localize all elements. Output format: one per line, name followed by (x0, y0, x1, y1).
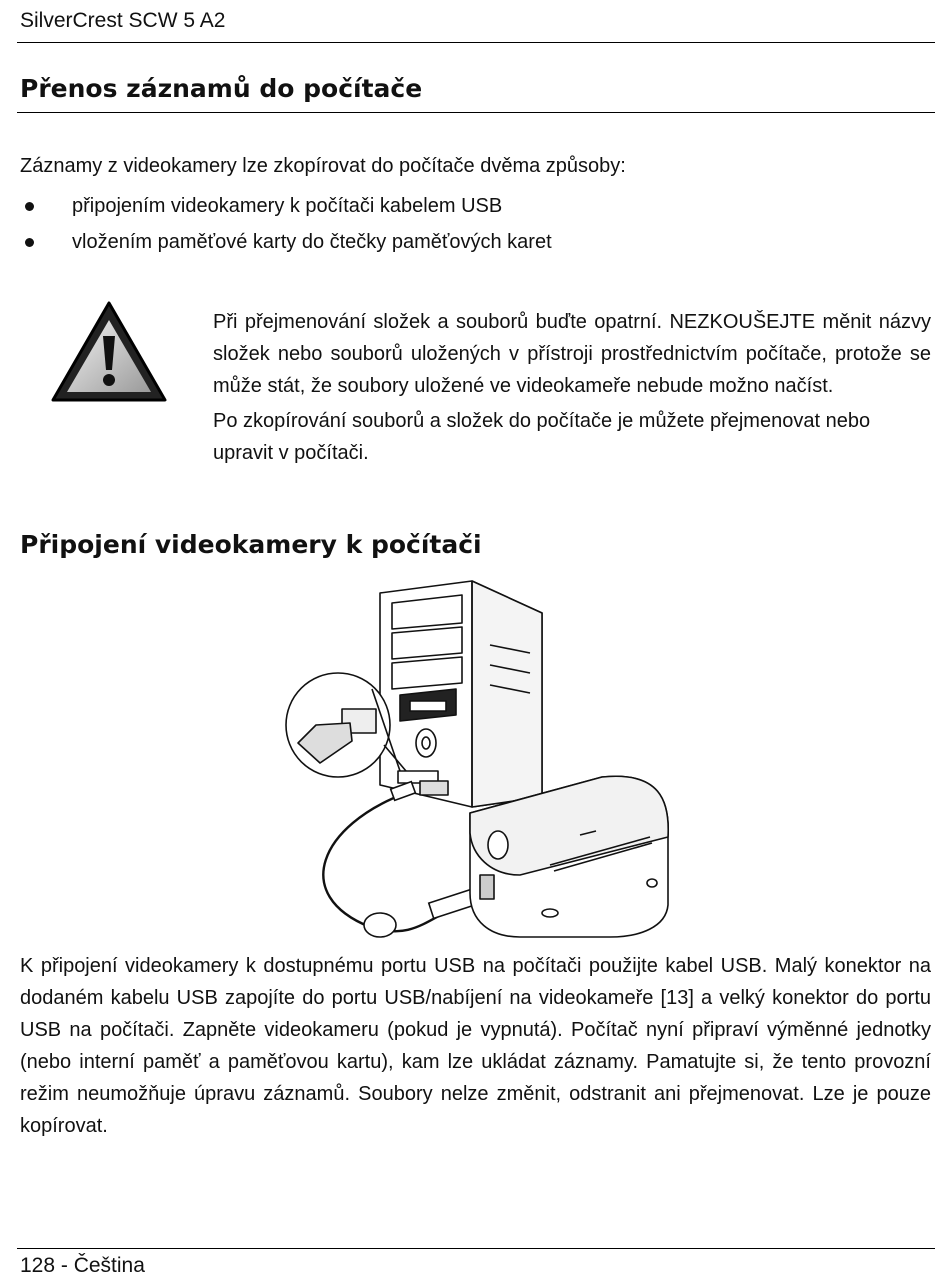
list-item (20, 226, 552, 262)
warning-note (213, 306, 931, 469)
bullet-icon (25, 202, 34, 211)
footer-rule (17, 1248, 935, 1249)
bullet-icon (25, 238, 34, 247)
method-list (20, 190, 552, 262)
section-rule (17, 112, 935, 113)
warning-text: Při přejmenování složek a souborů buďte opatrní. NEZKOUŠEJTE měnit názvy složek nebo souborů uložených v přístroji prostřednictvím počítače, protože se může stát, že soubory uložené ve videokameře nebude možno načíst. (213, 311, 931, 397)
header-rule (17, 42, 935, 43)
warning-triangle-icon (50, 300, 168, 404)
list-item (20, 190, 552, 226)
header-title: SilverCrest SCW 5 A2 (20, 9, 226, 32)
section-heading-transfer: Přenos záznamů do počítače (20, 74, 423, 103)
intro-text: Záznamy z videokamery lze zkopírovat do počítače dvěma způsoby: (20, 155, 626, 177)
page-number: 128 - Čeština (20, 1254, 145, 1277)
list-item-text: vložením paměťové karty do čtečky paměťových karet (72, 231, 552, 253)
section-heading-connect: Připojení videokamery k počítači (20, 530, 482, 559)
warning-text-rename: Po zkopírování souborů a složek do počítače je můžete přejmenovat nebo upravit v počítači. (213, 410, 871, 464)
list-item-text: připojením videokamery k počítači kabelem USB (72, 195, 503, 217)
connection-instructions: K připojení videokamery k dostupnému portu USB na počítači použijte kabel USB. Malý konektor na dodaném kabelu USB zapojíte do portu USB/nabíjení na videokameře [13] a velký konektor do portu USB na počítači. Zapněte videokameru (pokud je vypnutá). Počítač nyní připraví výměnné jednotky (nebo interní paměť a paměťovou kartu), kam lze ukládat záznamy. Pamatujte si, že tento provozní režim neumožňuje úpravu záznamů. Soubory nelze změnit, odstranit ani přejmenovat. Lze je pouze kopírovat. (20, 955, 931, 1137)
usb-connection-illustration (280, 575, 680, 945)
